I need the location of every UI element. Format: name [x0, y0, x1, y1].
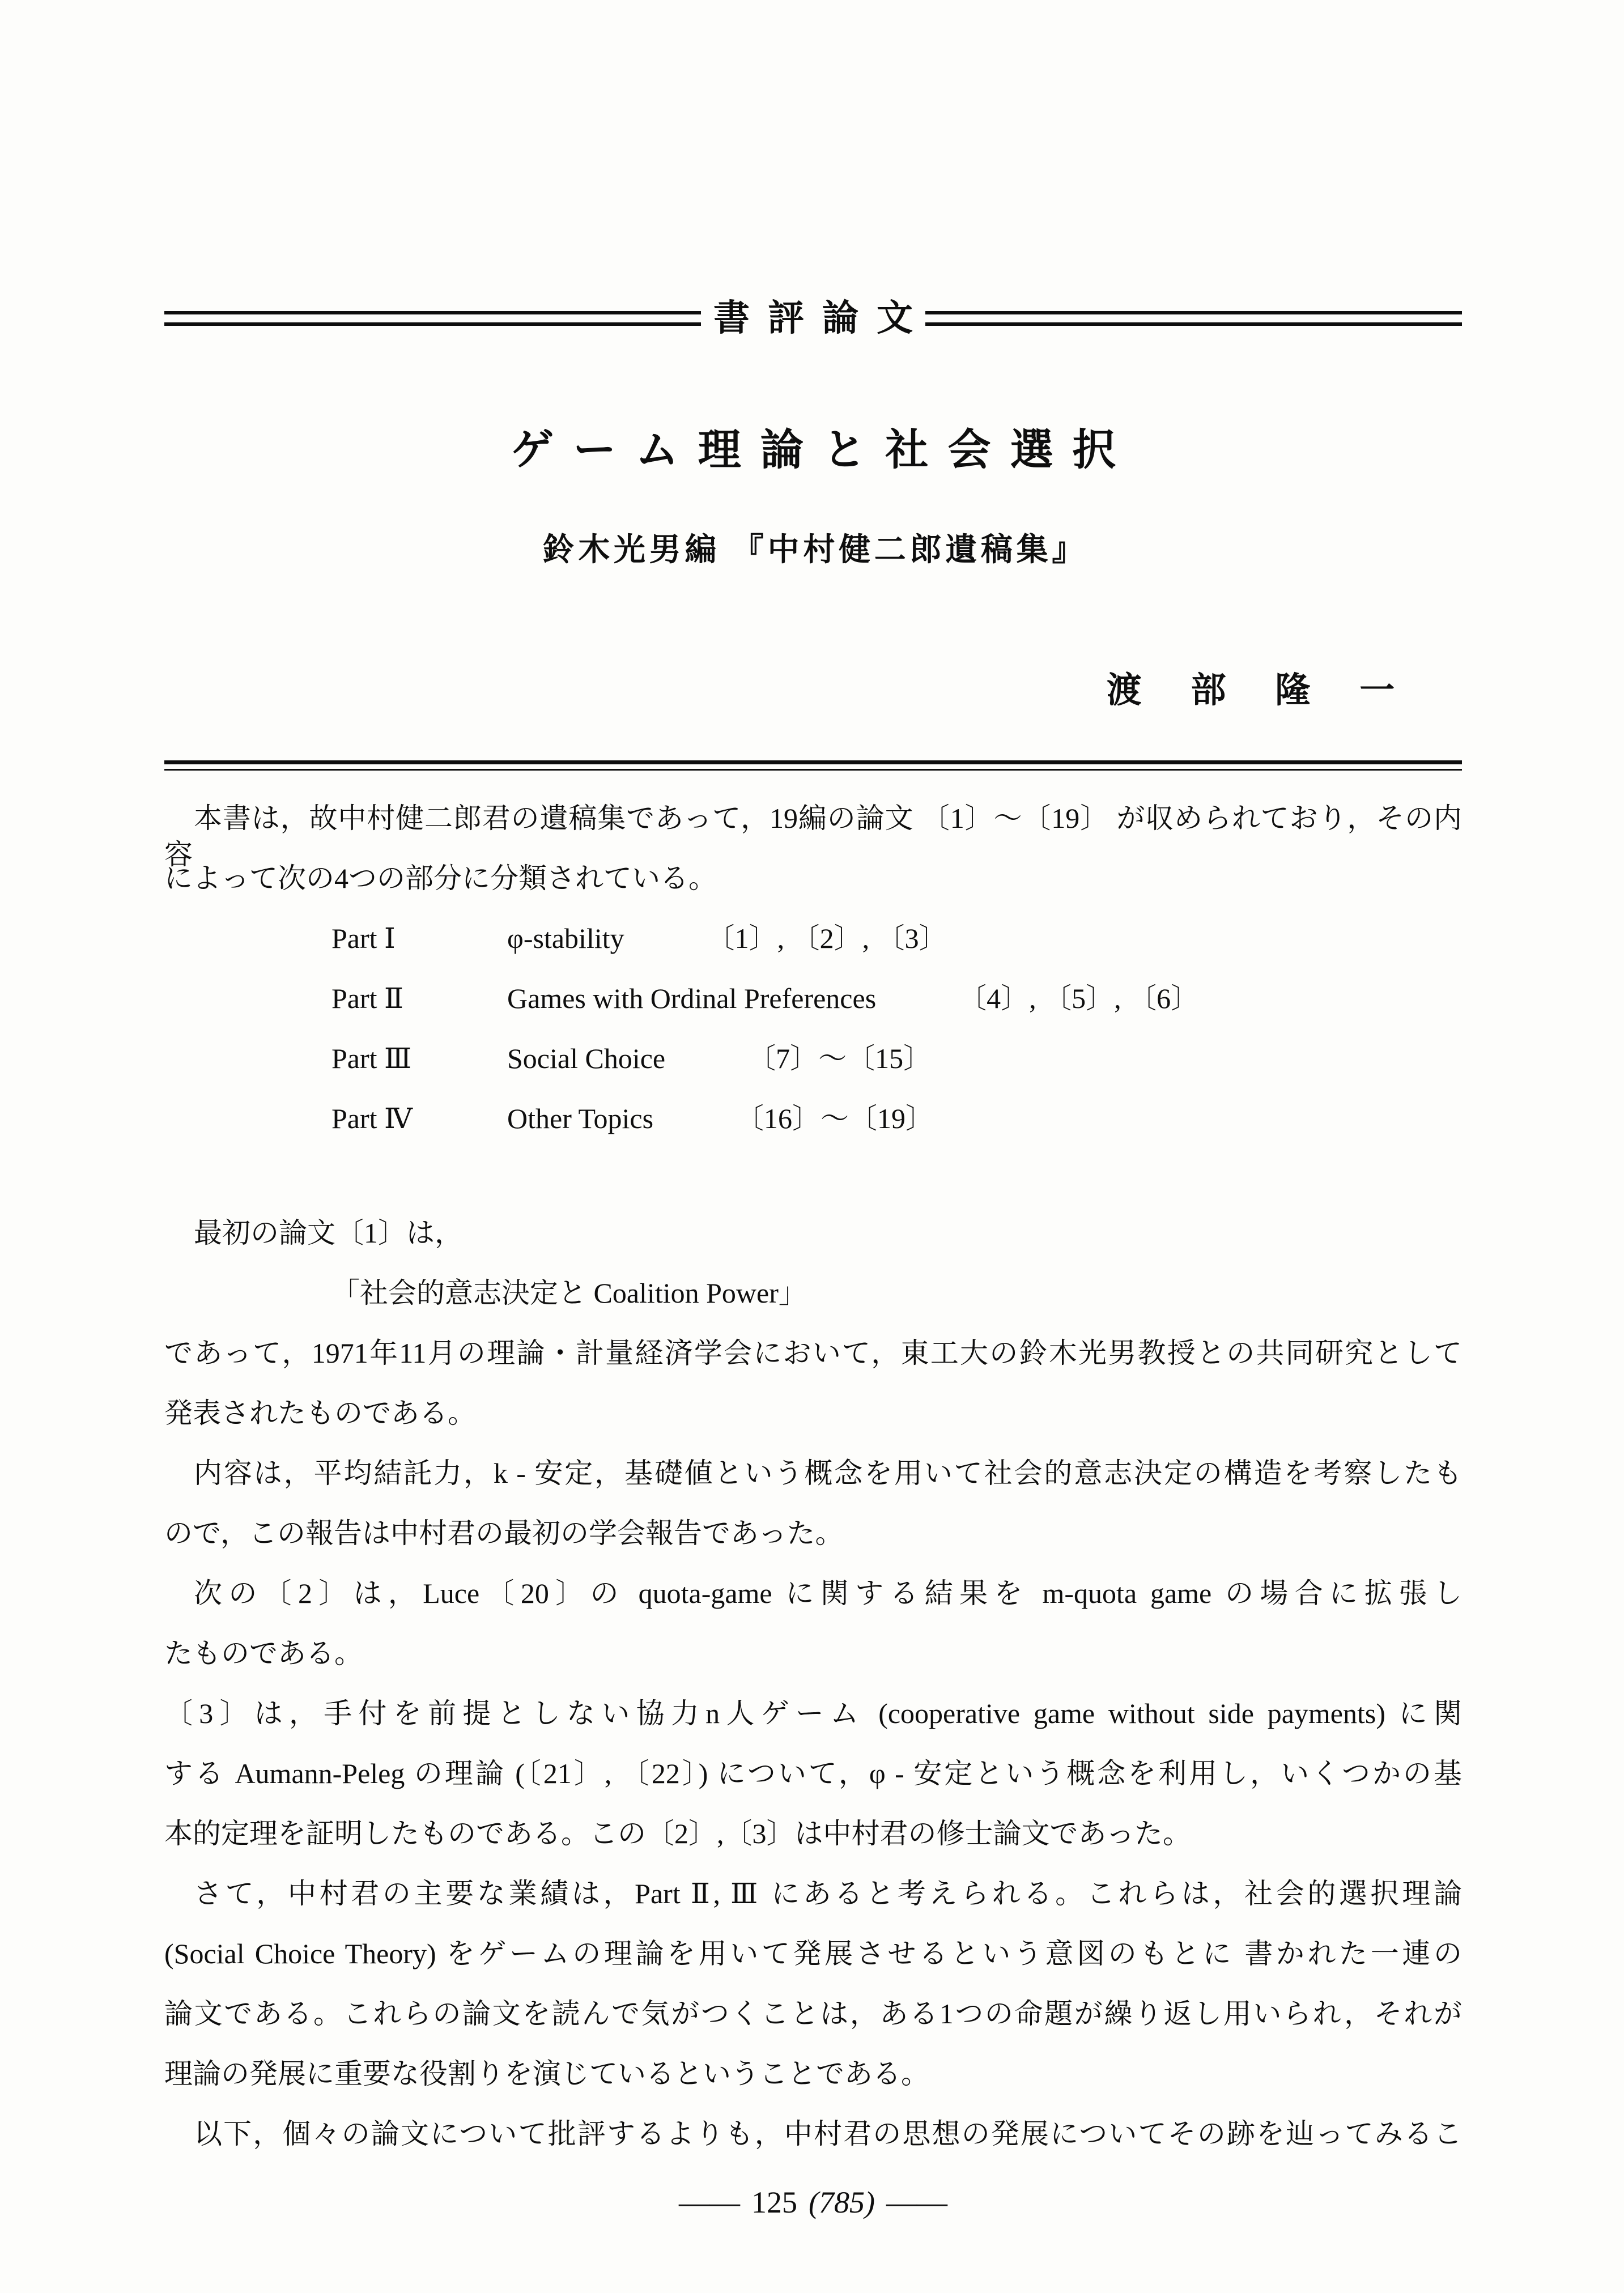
body-line: であって，1971年11月の理論・計量経済学会において，東工大の鈴木光男教授との共同研究として [164, 1337, 1462, 1369]
title-divider-rule [164, 760, 1462, 771]
body-line: 〔3〕は，手付を前提としない協力n人ゲーム (cooperative game without side payments) に関 [164, 1698, 1462, 1729]
part-label: Part Ⅳ [331, 1103, 413, 1134]
part-topic: Other Topics [507, 1103, 654, 1134]
footer-dash-left: —— [679, 2185, 741, 2219]
part-list-row [164, 1100, 1462, 1160]
body-line: 本的定理を証明したものである。この〔2〕,〔3〕は中村君の修士論文であった。 [164, 1818, 1191, 1849]
body-line: たものである。 [164, 1637, 363, 1669]
part-list-row [164, 920, 1462, 980]
banner-label: 書評論文 [713, 298, 931, 338]
body-line: 内容は，平均結託力，k - 安定，基礎値という概念を用いて社会的意志決定の構造を考察したも [194, 1457, 1462, 1489]
banner-rule-right [925, 311, 1462, 326]
body-line: 次の〔2〕は，Luce〔20〕の quota-game に関する結果を m-quota game の場合に拡張し [194, 1577, 1462, 1609]
body-line: 発表されたものである。 [164, 1397, 476, 1429]
part-topic: Social Choice [507, 1043, 666, 1074]
footer-dash-right: —— [886, 2185, 947, 2219]
article-title: ゲーム理論と社会選択 [511, 426, 1136, 474]
body-line: する Aumann-Peleg の理論 (〔21〕, 〔22〕) について，φ - 安定という概念を利用し，いくつかの基 [164, 1758, 1462, 1789]
part-refs: 〔16〕～〔19〕 [736, 1103, 934, 1134]
part-list-row [164, 980, 1462, 1040]
footer-volume-number: (785) [809, 2185, 875, 2219]
part-list-row [164, 1040, 1462, 1100]
part-label: Part Ⅱ [331, 982, 404, 1014]
body-line: によって次の4つの部分に分類されている。 [164, 862, 717, 894]
article-subtitle: 鈴木光男編 『中村健二郎遺稿集』 [542, 533, 1088, 568]
part-refs: 〔1〕, 〔2〕, 〔3〕 [706, 922, 947, 954]
part-refs: 〔4〕, 〔5〕, 〔6〕 [958, 982, 1200, 1014]
body-line: 理論の発展に重要な役割りを演じているということである。 [164, 2058, 929, 2090]
body-line: 論文である。これらの論文を読んで気がつくことは，ある1つの命題が繰り返し用いられ，それが [164, 1998, 1462, 2030]
part-refs: 〔7〕～〔15〕 [747, 1043, 932, 1074]
author-name: 渡部隆一 [1106, 671, 1444, 710]
body-line: さて，中村君の主要な業績は，Part Ⅱ, Ⅲ にあると考えられる。これらは，社会的選択理論 [194, 1878, 1462, 1909]
body-line: ので，この報告は中村君の最初の学会報告であった。 [164, 1517, 844, 1549]
part-label: Part Ⅲ [331, 1043, 412, 1074]
body-line: (Social Choice Theory) をゲームの理論を用いて発展させるという意図のもとに 書かれた一連の [164, 1938, 1462, 1969]
banner-rule-left [164, 311, 701, 326]
body-line: 最初の論文〔1〕は， [194, 1217, 463, 1249]
body-line: 本書は，故中村健二郎君の遺稿集であって，19編の論文 〔1〕～〔19〕 が収められており，その内容 [164, 802, 1462, 870]
footer-page-number: 125 [751, 2185, 798, 2219]
part-topic: Games with Ordinal Preferences [507, 982, 877, 1014]
page-footer [164, 2185, 1462, 2220]
article-body [164, 800, 1462, 2176]
part-topic: φ-stability [507, 922, 624, 954]
body-line: 以下，個々の論文について批評するよりも，中村君の思想の発展についてその跡を辿ってみるこ [194, 2118, 1462, 2150]
part-label: Part Ⅰ [331, 922, 396, 954]
review-article-banner [164, 296, 1462, 341]
body-line-quote: 「社会的意志決定と Coalition Power」 [331, 1277, 807, 1309]
